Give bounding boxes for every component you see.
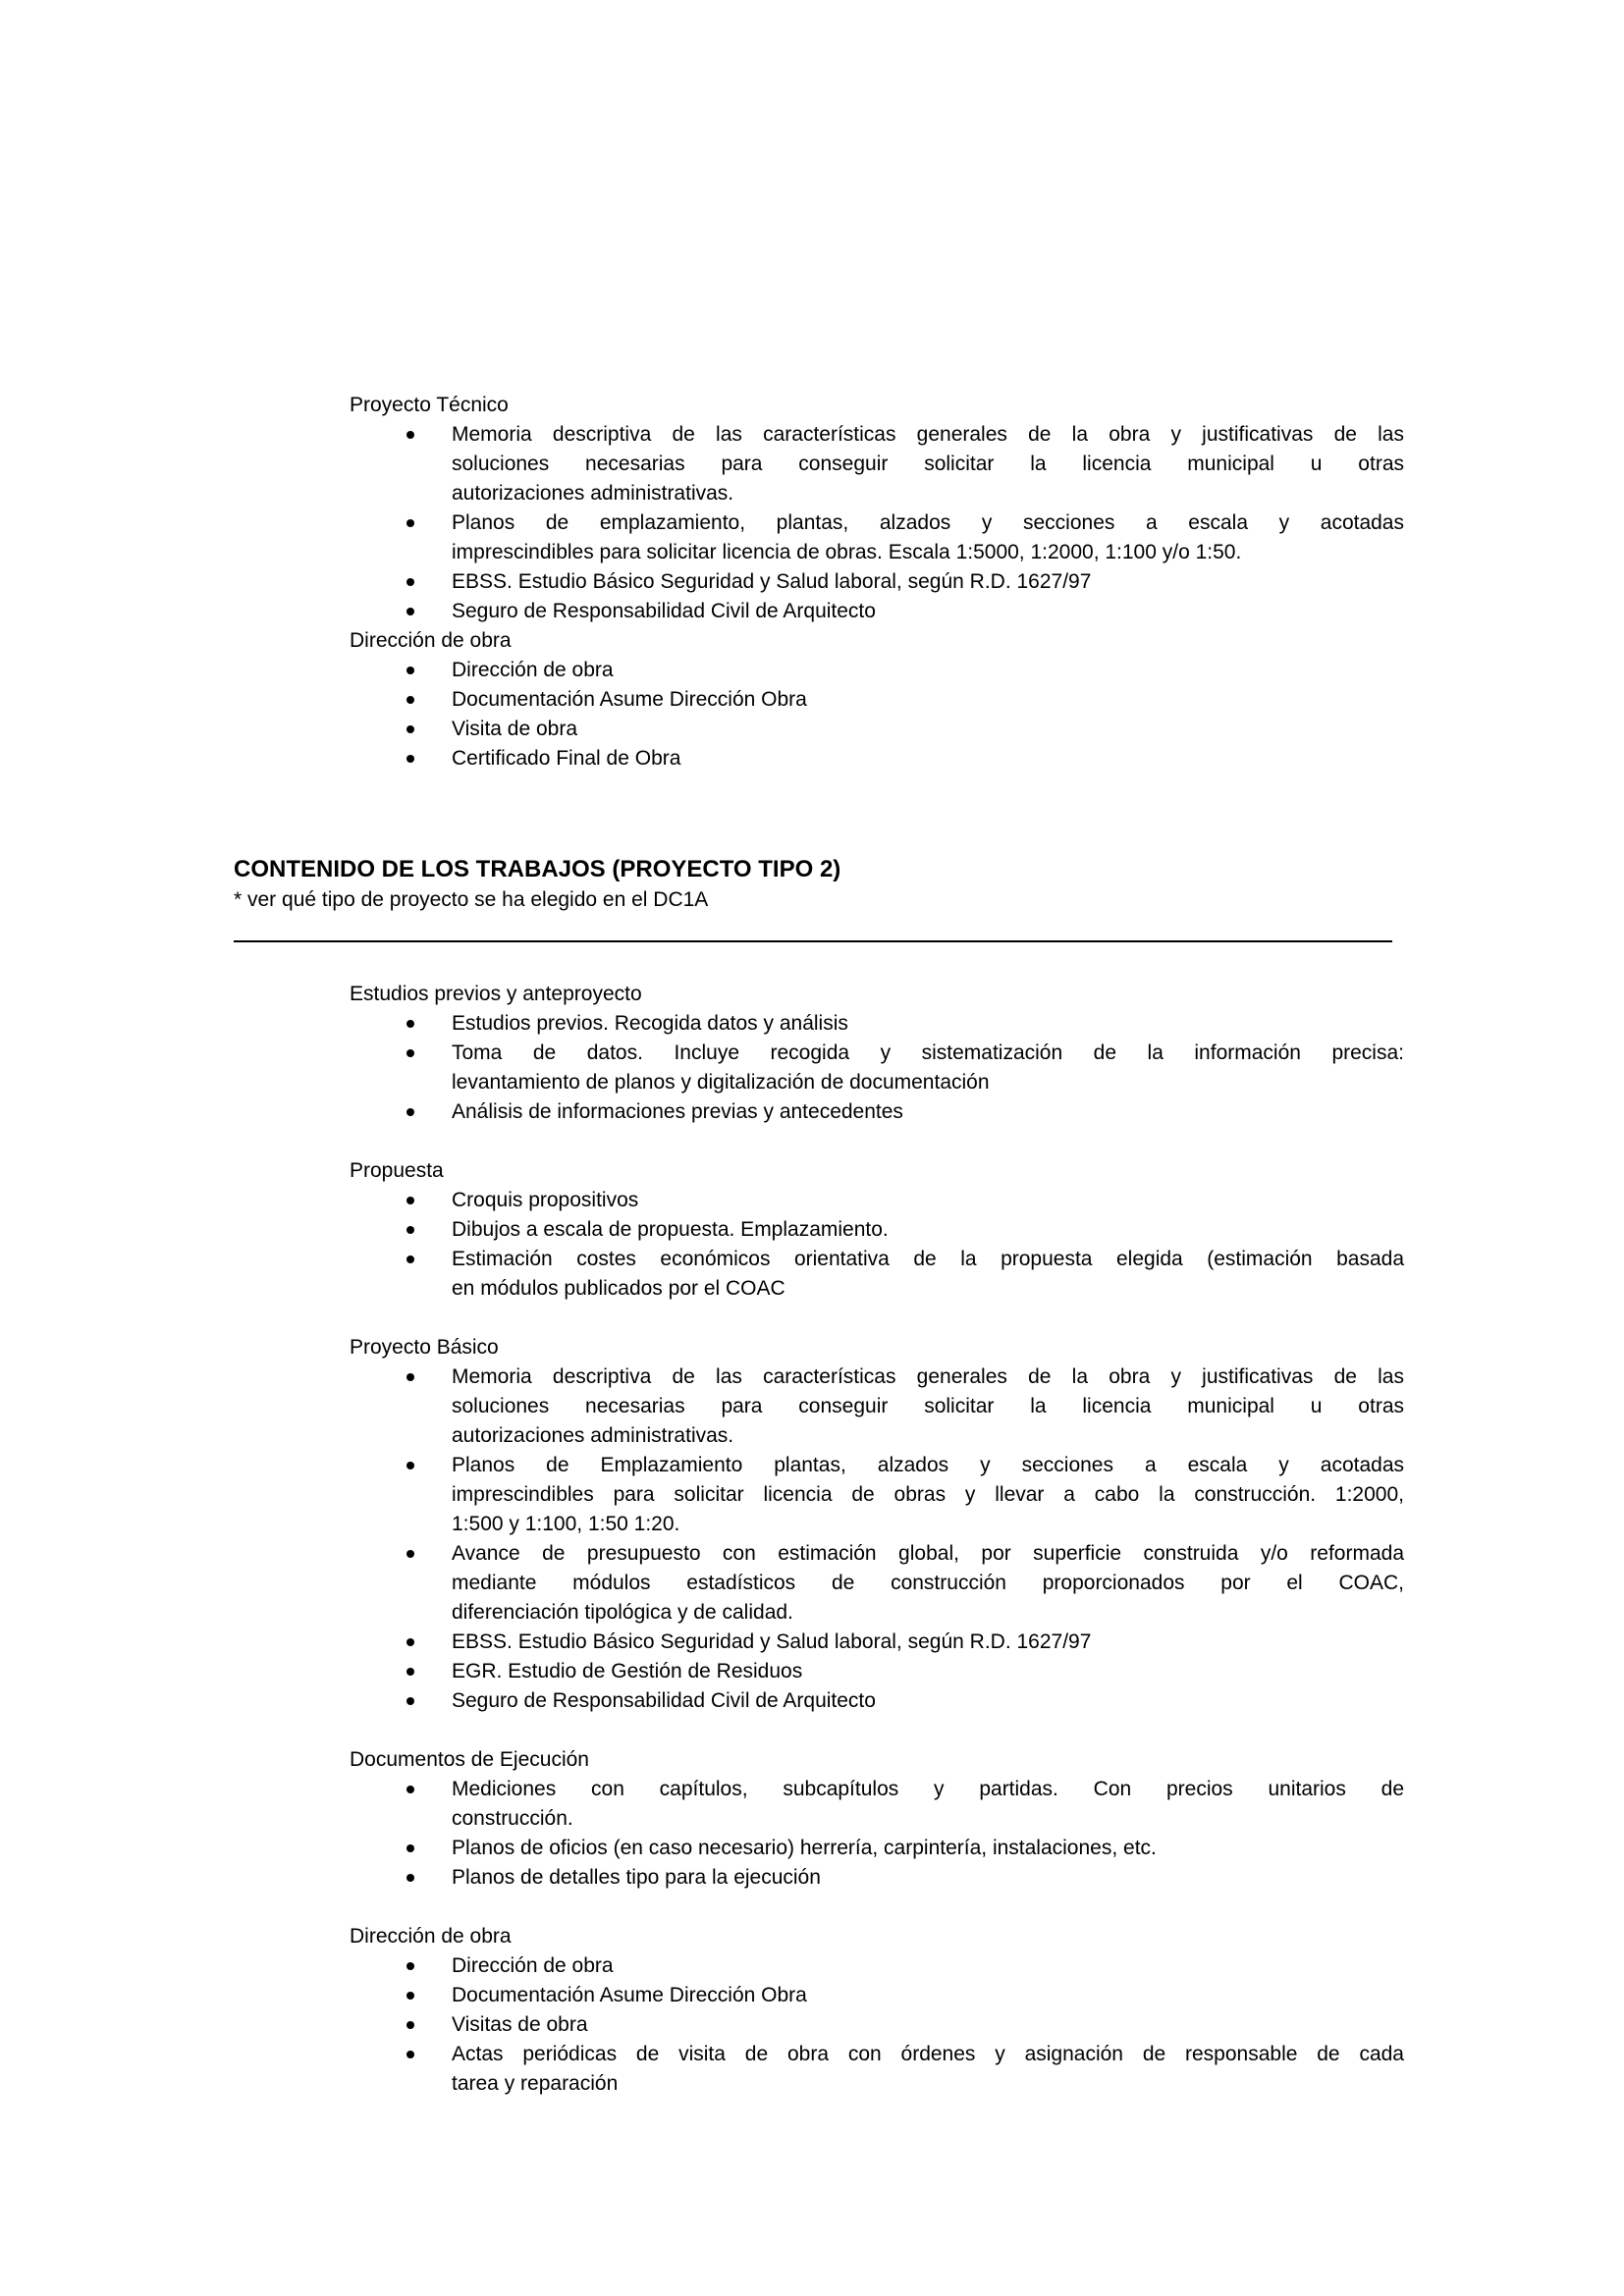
bullet-text <box>452 420 1404 508</box>
bullet-icon <box>406 1786 414 1793</box>
text-line: Avance de presupuesto con estimación global, por superficie construida y/o reformada <box>452 1542 1404 1565</box>
text-line: Planos de emplazamiento, plantas, alzados y secciones a escala y acotadas <box>452 511 1404 534</box>
bullet-text <box>452 567 1404 597</box>
text-line: Estimación costes económicos orientativa de la propuesta elegida (estimación basada <box>452 1248 1404 1270</box>
text-line: autorizaciones administrativas. <box>452 1424 734 1447</box>
text-line: construcción. <box>452 1807 573 1830</box>
bullet-icon <box>406 725 414 733</box>
text-line: EBSS. Estudio Básico Seguridad y Salud laboral, según R.D. 1627/97 <box>452 1630 1092 1653</box>
text-line: autorizaciones administrativas. <box>452 482 734 505</box>
bullet-text <box>452 1215 1404 1245</box>
bullet-icon <box>406 2051 414 2058</box>
bullet-text <box>452 1245 1404 1304</box>
section-list-main <box>234 980 1404 2099</box>
text-line: 1:500 y 1:100, 1:50 1:20. <box>452 1513 680 1535</box>
bullet-text <box>452 1775 1404 1834</box>
bullet-icon <box>406 696 414 704</box>
text-line: Toma de datos. Incluye recogida y sistematización de la información precisa: <box>452 1041 1404 1064</box>
bullet-list <box>234 1951 1404 2099</box>
bullet-icon <box>406 1020 414 1028</box>
section-title: Proyecto Técnico <box>350 394 509 416</box>
bullet-text <box>452 2010 1404 2040</box>
bullet-text <box>452 685 1404 715</box>
heading-block <box>234 854 1404 915</box>
text-line: Planos de detalles tipo para la ejecución <box>452 1866 821 1889</box>
bullet-text <box>452 1863 1404 1893</box>
text-line: soluciones necesarias para conseguir solicitar la licencia municipal u otras <box>452 453 1404 475</box>
bullet-icon <box>406 1962 414 1970</box>
text-line: Croquis propositivos <box>452 1189 639 1211</box>
section-propuesta <box>234 1156 1404 1304</box>
text-line: Certificado Final de Obra <box>452 747 681 770</box>
bullet-icon <box>406 1255 414 1263</box>
list-item <box>234 715 1404 744</box>
text-line: imprescindibles para solicitar licencia de obras y llevar a cabo la construcción. 1:2000, <box>452 1483 1404 1506</box>
bullet-list <box>234 420 1404 626</box>
bullet-list <box>234 1186 1404 1304</box>
list-item <box>234 1009 1404 1039</box>
bullet-icon <box>406 667 414 674</box>
bullet-list <box>234 1775 1404 1893</box>
list-item <box>234 597 1404 626</box>
section-title: Dirección de obra <box>350 629 512 652</box>
bullet-icon <box>406 1197 414 1204</box>
bullet-text <box>452 2040 1404 2099</box>
text-line: Dirección de obra <box>452 1954 614 1977</box>
bullet-icon <box>406 1108 414 1116</box>
list-item <box>234 685 1404 715</box>
text-line: Seguro de Responsabilidad Civil de Arquitecto <box>452 1689 876 1712</box>
list-item <box>234 1245 1404 1304</box>
text-line: diferenciación tipológica y de calidad. <box>452 1601 793 1624</box>
bullet-text <box>452 656 1404 685</box>
document-heading: CONTENIDO DE LOS TRABAJOS (PROYECTO TIPO 2) <box>234 856 841 882</box>
list-item <box>234 1186 1404 1215</box>
text-line: Estudios previos. Recogida datos y análisis <box>452 1012 848 1035</box>
text-line: Documentación Asume Dirección Obra <box>452 688 807 711</box>
heading-note: * ver qué tipo de proyecto se ha elegido en el DC1A <box>234 888 709 911</box>
bullet-text <box>452 1686 1404 1716</box>
section-direcci-n-de-obra <box>234 1922 1404 2099</box>
section-list-top <box>234 391 1404 774</box>
bullet-text <box>452 744 1404 774</box>
bullet-list <box>234 1362 1404 1716</box>
bullet-text <box>452 1539 1404 1628</box>
bullet-text <box>452 1097 1404 1127</box>
bullet-icon <box>406 578 414 586</box>
bullet-icon <box>406 1373 414 1381</box>
bullet-icon <box>406 608 414 615</box>
bullet-text <box>452 1981 1404 2010</box>
list-item <box>234 1628 1404 1657</box>
list-item <box>234 2010 1404 2040</box>
bullet-icon <box>406 755 414 763</box>
list-item <box>234 1981 1404 2010</box>
text-line: Mediciones con capítulos, subcapítulos y partidas. Con precios unitarios de <box>452 1778 1404 1800</box>
text-line: imprescindibles para solicitar licencia de obras. Escala 1:5000, 1:2000, 1:100 y/o 1:50. <box>452 541 1242 563</box>
text-line: Planos de Emplazamiento plantas, alzados y secciones a escala y acotadas <box>452 1454 1404 1476</box>
list-item <box>234 567 1404 597</box>
text-line: Visitas de obra <box>452 2013 588 2036</box>
section-title: Documentos de Ejecución <box>350 1748 589 1771</box>
list-item <box>234 508 1404 567</box>
bullet-list <box>234 1009 1404 1127</box>
bullet-text <box>452 597 1404 626</box>
text-line: Memoria descriptiva de las características generales de la obra y justificativas de las <box>452 1365 1404 1388</box>
text-line: Memoria descriptiva de las características generales de la obra y justificativas de las <box>452 423 1404 446</box>
text-line: en módulos publicados por el COAC <box>452 1277 785 1300</box>
list-item <box>234 1686 1404 1716</box>
text-line: Planos de oficios (en caso necesario) herrería, carpintería, instalaciones, etc. <box>452 1837 1157 1859</box>
text-line: mediante módulos estadísticos de construcción proporcionados por el COAC, <box>452 1572 1404 1594</box>
bullet-text <box>452 1628 1404 1657</box>
text-line: Documentación Asume Dirección Obra <box>452 1984 807 2006</box>
list-item <box>234 1863 1404 1893</box>
section-title: Proyecto Básico <box>350 1336 499 1359</box>
bullet-icon <box>406 1992 414 2000</box>
bullet-icon <box>406 1462 414 1469</box>
bullet-icon <box>406 1049 414 1057</box>
section-title: Dirección de obra <box>350 1925 512 1948</box>
list-item <box>234 1097 1404 1127</box>
text-line: Visita de obra <box>452 718 578 740</box>
bullet-icon <box>406 1226 414 1234</box>
text-line: Dibujos a escala de propuesta. Emplazamiento. <box>452 1218 889 1241</box>
bullet-icon <box>406 1844 414 1852</box>
list-item <box>234 744 1404 774</box>
list-item <box>234 1362 1404 1451</box>
list-item <box>234 2040 1404 2099</box>
bullet-icon <box>406 1550 414 1558</box>
text-line: EGR. Estudio de Gestión de Residuos <box>452 1660 803 1682</box>
bullet-text <box>452 1657 1404 1686</box>
text-line: EBSS. Estudio Básico Seguridad y Salud laboral, según R.D. 1627/97 <box>452 570 1092 593</box>
bullet-icon <box>406 1697 414 1705</box>
bullet-text <box>452 1039 1404 1097</box>
text-line: levantamiento de planos y digitalización de documentación <box>452 1071 990 1094</box>
list-item <box>234 1451 1404 1539</box>
text-line: Seguro de Responsabilidad Civil de Arquitecto <box>452 600 876 622</box>
section-proyecto-b-sico <box>234 1333 1404 1716</box>
bullet-text <box>452 1362 1404 1451</box>
bullet-text <box>452 1951 1404 1981</box>
bullet-icon <box>406 431 414 439</box>
text-line: tarea y reparación <box>452 2072 619 2095</box>
text-line: Actas periódicas de visita de obra con órdenes y asignación de responsable de cada <box>452 2043 1404 2065</box>
list-item <box>234 656 1404 685</box>
bullet-text <box>452 715 1404 744</box>
section-direcci-n-de-obra <box>234 626 1404 774</box>
section-title: Estudios previos y anteproyecto <box>350 983 642 1005</box>
bullet-list <box>234 656 1404 774</box>
section-proyecto-t-cnico <box>234 391 1404 626</box>
list-item <box>234 420 1404 508</box>
bullet-text <box>452 1451 1404 1539</box>
bullet-text <box>452 508 1404 567</box>
list-item <box>234 1539 1404 1628</box>
text-line: Análisis de informaciones previas y antecedentes <box>452 1100 903 1123</box>
section-estudios-previos-y-anteproyecto <box>234 980 1404 1127</box>
bullet-icon <box>406 519 414 527</box>
list-item <box>234 1834 1404 1863</box>
bullet-text <box>452 1009 1404 1039</box>
list-item <box>234 1951 1404 1981</box>
list-item <box>234 1039 1404 1097</box>
divider-rule <box>234 940 1392 942</box>
list-item <box>234 1657 1404 1686</box>
bullet-icon <box>406 1874 414 1882</box>
bullet-icon <box>406 1668 414 1676</box>
bullet-text <box>452 1186 1404 1215</box>
bullet-text <box>452 1834 1404 1863</box>
section-title: Propuesta <box>350 1159 444 1182</box>
list-item <box>234 1775 1404 1834</box>
text-line: soluciones necesarias para conseguir solicitar la licencia municipal u otras <box>452 1395 1404 1417</box>
bullet-icon <box>406 1638 414 1646</box>
text-line: Dirección de obra <box>452 659 614 681</box>
section-documentos-de-ejecuci-n <box>234 1745 1404 1893</box>
document-content <box>234 391 1404 2099</box>
bullet-icon <box>406 2021 414 2029</box>
list-item <box>234 1215 1404 1245</box>
